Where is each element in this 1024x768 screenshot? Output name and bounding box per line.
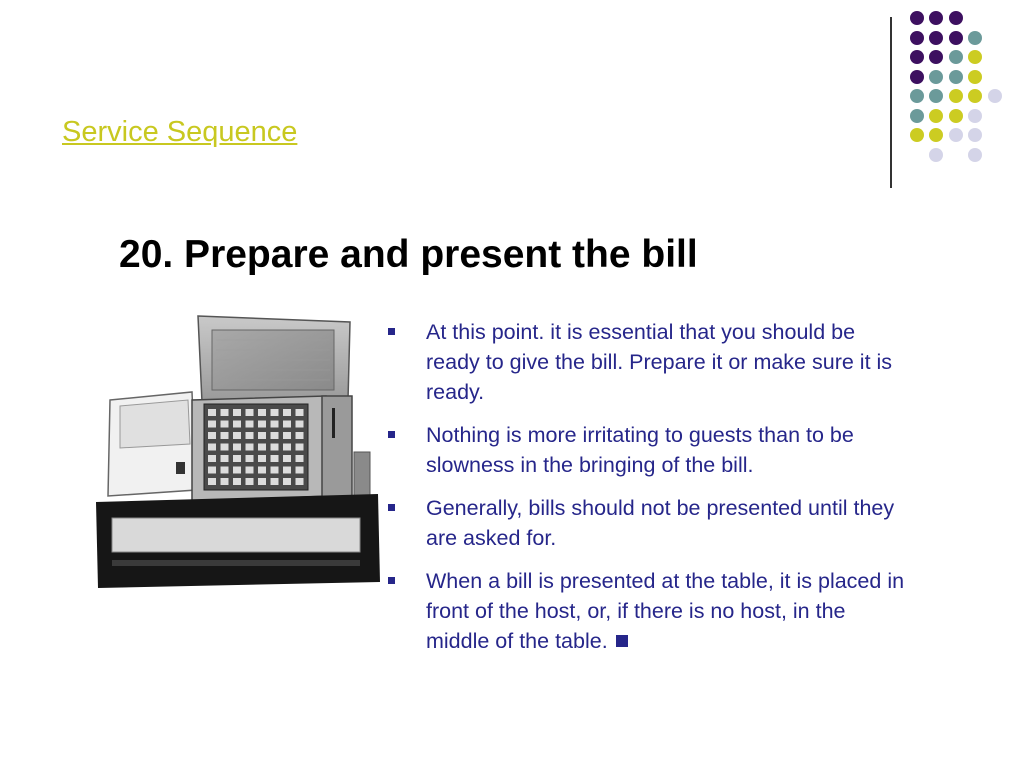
decorative-dot (910, 89, 924, 103)
bullet-text: Nothing is more irritating to guests than to be slowness in the bringing of the bill. (426, 423, 854, 477)
vertical-divider (890, 17, 892, 188)
register-key (258, 455, 266, 462)
decorative-dot (968, 31, 982, 45)
register-key (221, 432, 229, 439)
register-key (208, 455, 216, 462)
decorative-dot (968, 109, 982, 123)
bullet-item (384, 493, 914, 553)
register-key (246, 432, 254, 439)
register-key (233, 432, 241, 439)
register-key (271, 467, 279, 474)
register-key (296, 432, 304, 439)
register-key (233, 409, 241, 416)
decorative-dot (949, 89, 963, 103)
register-key (258, 432, 266, 439)
register-key (258, 444, 266, 451)
register-key (233, 444, 241, 451)
register-key (271, 478, 279, 485)
bullet-list (384, 317, 914, 669)
register-key (258, 421, 266, 428)
register-key (233, 467, 241, 474)
register-key (246, 467, 254, 474)
register-key (208, 421, 216, 428)
register-key (296, 467, 304, 474)
decorative-dot (968, 128, 982, 142)
decorative-dot (910, 128, 924, 142)
decorative-dot (949, 31, 963, 45)
register-key (271, 409, 279, 416)
bullet-item (384, 420, 914, 480)
decorative-dot (949, 70, 963, 84)
decorative-dot (910, 70, 924, 84)
register-key (258, 409, 266, 416)
decorative-dot (929, 11, 943, 25)
decorative-dot (929, 89, 943, 103)
square-bullet-icon (388, 328, 395, 335)
decorative-dot (968, 89, 982, 103)
register-key (233, 421, 241, 428)
decorative-dot (910, 50, 924, 64)
register-key (233, 478, 241, 485)
decorative-dot (910, 109, 924, 123)
register-key (296, 455, 304, 462)
bullet-text: When a bill is presented at the table, it is placed in front of the host, or, if there is no host, in the middle of the table. (426, 569, 905, 653)
register-key (221, 421, 229, 428)
register-key (283, 409, 291, 416)
register-key (296, 421, 304, 428)
register-key (246, 478, 254, 485)
register-key (233, 455, 241, 462)
square-bullet-icon (388, 577, 395, 584)
decorative-dot (929, 31, 943, 45)
register-key (271, 444, 279, 451)
decorative-dot (968, 70, 982, 84)
decorative-dot (929, 148, 943, 162)
decorative-dot (988, 89, 1002, 103)
slide-title: 20. Prepare and present the bill (119, 233, 698, 276)
decorative-dot (968, 50, 982, 64)
bullet-text: Generally, bills should not be presented until they are asked for. (426, 496, 895, 550)
bullet-text: At this point. it is essential that you should be ready to give the bill. Prepare it or make sure it is ready. (426, 320, 893, 404)
register-key (296, 409, 304, 416)
register-key (221, 444, 229, 451)
end-of-slide-square-icon (616, 635, 628, 647)
cash-register-image (92, 312, 382, 590)
register-key (221, 478, 229, 485)
register-key (296, 478, 304, 485)
decorative-dot (910, 11, 924, 25)
decorative-dot (949, 11, 963, 25)
decorative-dot (968, 148, 982, 162)
register-key (283, 467, 291, 474)
register-key (246, 455, 254, 462)
register-key (246, 409, 254, 416)
register-key (208, 432, 216, 439)
register-key (246, 421, 254, 428)
register-key (208, 478, 216, 485)
decorative-dot (929, 50, 943, 64)
register-key (271, 421, 279, 428)
register-key (283, 444, 291, 451)
decorative-dot (949, 128, 963, 142)
register-key (296, 444, 304, 451)
decorative-dot (949, 50, 963, 64)
bullet-item (384, 317, 914, 407)
section-link-service-sequence[interactable]: Service Sequence (62, 116, 298, 148)
decorative-dot (929, 70, 943, 84)
register-key (208, 409, 216, 416)
bullet-item (384, 566, 914, 656)
register-key (221, 467, 229, 474)
register-key (283, 432, 291, 439)
register-key (208, 444, 216, 451)
register-key (271, 455, 279, 462)
register-key (208, 467, 216, 474)
register-key (283, 455, 291, 462)
decorative-dot (949, 109, 963, 123)
register-key (221, 409, 229, 416)
register-key (283, 478, 291, 485)
register-key (258, 467, 266, 474)
decorative-dot (929, 109, 943, 123)
register-key (246, 444, 254, 451)
decorative-dot (929, 128, 943, 142)
register-key (258, 478, 266, 485)
decorative-dot (910, 31, 924, 45)
square-bullet-icon (388, 431, 395, 438)
square-bullet-icon (388, 504, 395, 511)
register-key (221, 455, 229, 462)
register-key (271, 432, 279, 439)
corner-dot-grid (900, 8, 1010, 168)
register-key (283, 421, 291, 428)
